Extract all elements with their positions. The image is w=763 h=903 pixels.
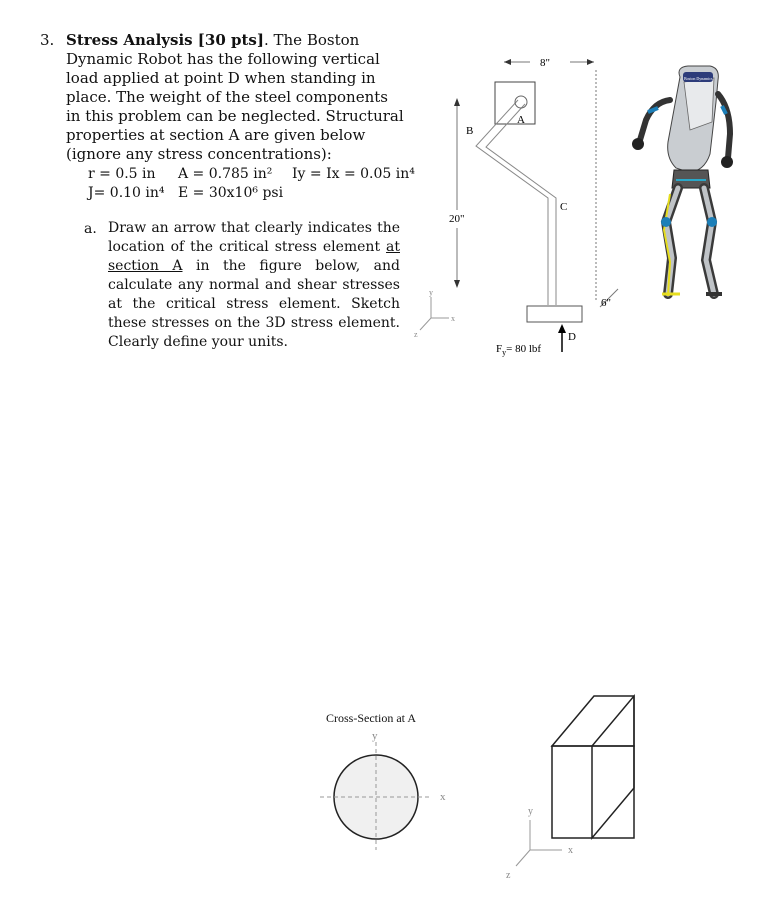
prop-polar-moment: J= 0.10 in⁴ (88, 185, 165, 201)
cs-axis-x: x (440, 791, 446, 803)
prop-modulus: E = 30x10⁶ psi (178, 185, 284, 201)
question-number: 3. (40, 31, 55, 49)
prop-radius: r = 0.5 in (88, 166, 156, 182)
point-c-label: C (560, 201, 568, 213)
point-b-label: B (466, 125, 474, 137)
cs-axis-y: y (372, 730, 378, 742)
axis-z-label: z (414, 330, 418, 339)
question-intro: . The Boston Dynamic Robot has the following vertical load applied at point D when standing in place. The weight of the steel components in this problem can be neglected. Structural properties at section A are given below (ignore any stress concentrations): (66, 31, 404, 163)
part-a-label: a. (84, 221, 97, 237)
se-axis-z: z (506, 870, 511, 881)
section-properties (88, 165, 415, 203)
robot-illustration (618, 62, 738, 307)
dim-vertical-label: 20" (449, 213, 465, 225)
question-title: Stress Analysis [30 pts] (66, 31, 264, 49)
cross-section-title: Cross-Section at A (326, 711, 416, 725)
se-axis-x: x (568, 845, 573, 856)
cube-front-face (552, 746, 634, 838)
dim-foot-label: 6" (601, 297, 611, 309)
axis-x-label: x (451, 314, 455, 323)
part-a-text: Draw an arrow that clearly indicates the location of the critical stress element at section A in the figure below, and calculate any normal and shear stresses at the critical stress element. Sketch these stresses on the 3D stress element. Clearly define your units. (108, 220, 401, 350)
dim-top-label: 8" (540, 57, 550, 69)
se-axis-y: y (528, 806, 533, 817)
question-text (66, 31, 406, 164)
cross-section-figure (315, 728, 455, 853)
prop-inertia: Iy = Ix = 0.05 in⁴ (292, 166, 415, 182)
point-d-label: D (568, 331, 576, 343)
prop-area: A = 0.785 in² (178, 166, 273, 182)
cube-top-face (552, 696, 634, 746)
stress-element-figure (498, 688, 648, 883)
leg-figure (410, 45, 640, 375)
section-a-underline: at section A (108, 239, 400, 274)
robot-badge: Boston Dynamics (684, 76, 713, 81)
point-a-label: A (517, 114, 525, 126)
force-label: $F_y= 80$ lbf (496, 343, 542, 357)
cube-side-face (592, 696, 634, 838)
axis-y-label: y (429, 288, 433, 297)
